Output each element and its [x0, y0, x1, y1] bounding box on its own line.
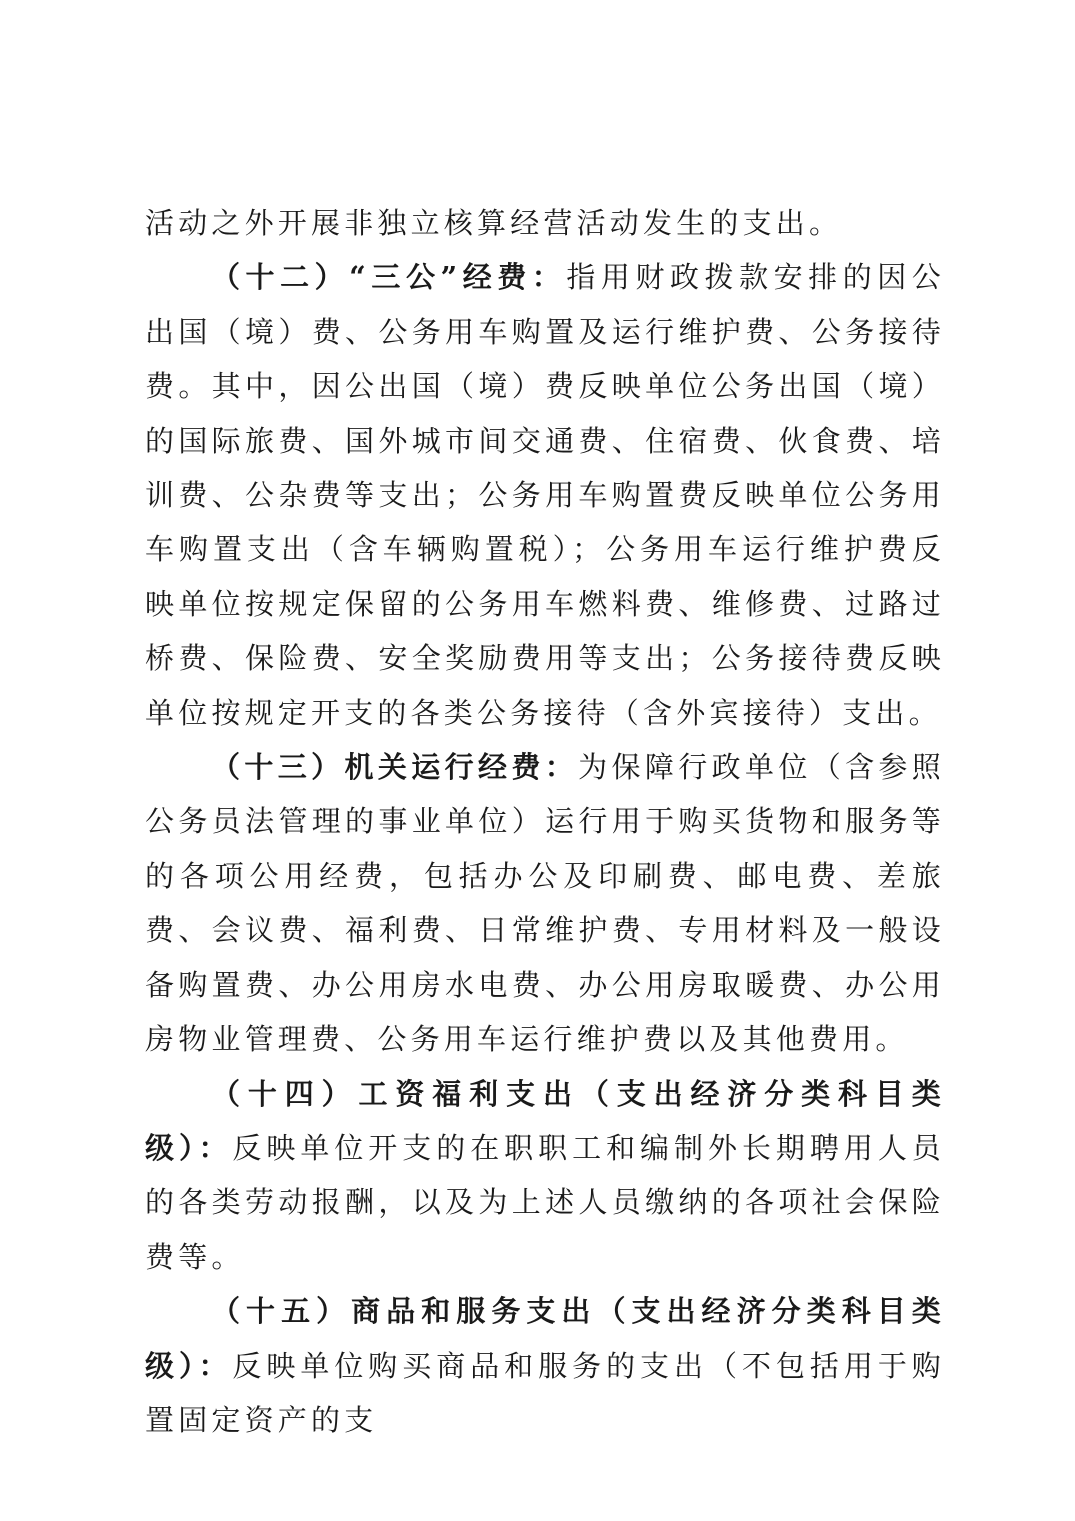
- section-heading: （十四）工资福利支出（支出经济分类科目类级）：: [145, 1076, 945, 1165]
- paragraph-goods-services: [145, 1284, 945, 1447]
- paragraph-wages-welfare: [145, 1067, 945, 1285]
- paragraph-text: 为保障行政单位（含参照公务员法管理的事业单位）运行用于购买货物和服务等的各项公用经费，包括办公及印刷费、邮电费、差旅费、会议费、福利费、日常维护费、专用材料及一般设备购置费、办公用房水电费、办公用房取暖费、办公用房物业管理费、公务用车运行维护费以及其他费用。: [145, 750, 946, 1057]
- document-body: [145, 196, 945, 1447]
- section-heading: （十二）“三公”经费：: [211, 260, 567, 295]
- paragraph-text: 活动之外开展非独立核算经营活动发生的支出。: [145, 206, 843, 240]
- paragraph-text: 指用财政拨款安排的因公出国（境）费、公务用车购置及运行维护费、公务接待费。其中，因公出国（境）费反映单位公务出国（境）的国际旅费、国外城市间交通费、住宿费、伙食费、培训费、公杂费等支出；公务用车购置费反映单位公务用车购置支出（含车辆购置税）；公务用车运行维护费反映单位按规定保留的公务用车燃料费、维修费、过路过桥费、保险费、安全奖励费用等支出；公务接待费反映单位按规定开支的各类公务接待（含外宾接待）支出。: [145, 260, 946, 730]
- paragraph-continuation: [145, 196, 945, 250]
- paragraph-text: 反映单位购买商品和服务的支出（不包括用于购置固定资产的支: [145, 1348, 946, 1437]
- paragraph-sangong-expenses: [145, 250, 945, 740]
- paragraph-agency-operating-expenses: [145, 740, 945, 1066]
- section-heading: （十三）机关运行经费：: [211, 750, 579, 785]
- paragraph-text: 反映单位开支的在职职工和编制外长期聘用人员的各类劳动报酬，以及为上述人员缴纳的各项社会保险费等。: [145, 1130, 946, 1274]
- section-heading: （十五）商品和服务支出（支出经济分类科目类级）：: [145, 1294, 945, 1383]
